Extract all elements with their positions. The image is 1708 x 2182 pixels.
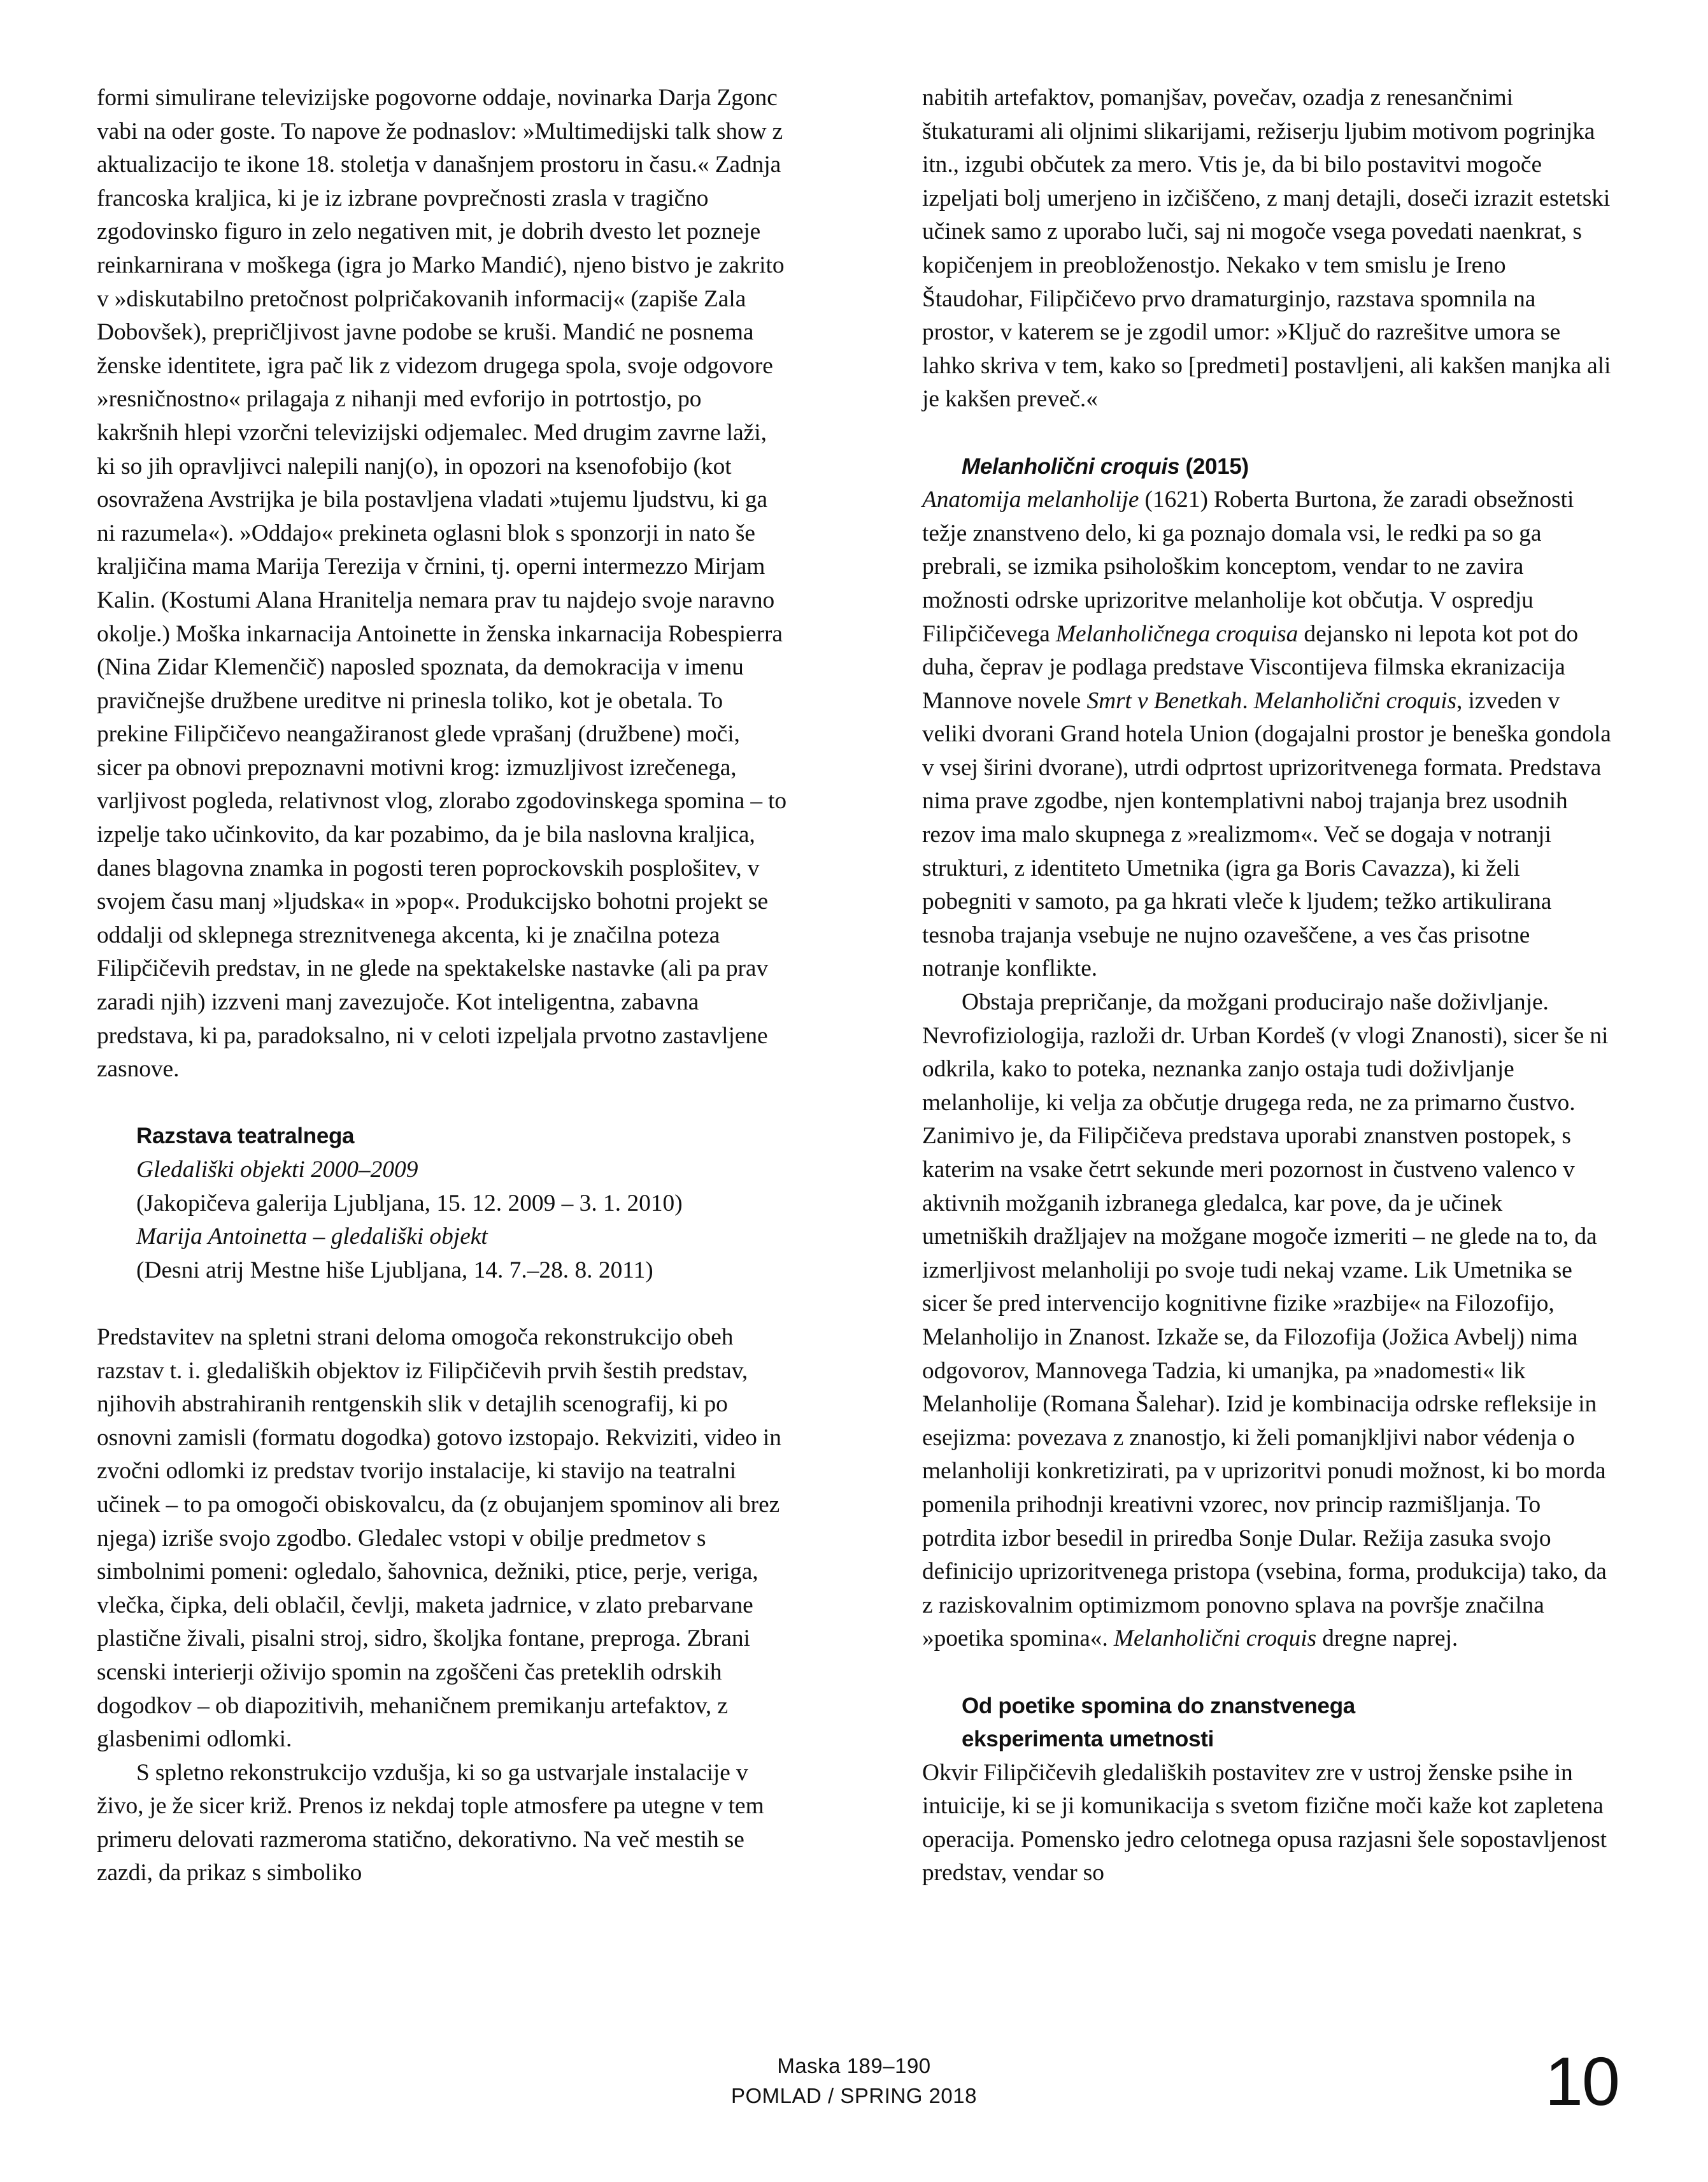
page-number: 10: [1544, 2043, 1619, 2120]
left-paragraph-3: S spletno rekonstrukcijo vzdušja, ki so ga ustvarjale instalacije v živo, je že sicer križ. Prenos iz nekdaj tople atmosfere pa utegne v tem primeru delovati razmeroma statično, dekorativno. Na več mestih se zazdi, da prikaz s simboliko: [97, 1759, 764, 1886]
section-heading-year: (2015): [1179, 453, 1249, 479]
exhibition-work-2-venue: (Desni atrij Mestne hiše Ljubljana, 14. 7.–28. 8. 2011): [136, 1257, 653, 1283]
exhibition-work-1-title: Gledališki objekti 2000–2009: [136, 1157, 418, 1183]
left-column: [97, 82, 787, 1890]
left-paragraph-1: formi simulirane televizijske pogovorne oddaje, novinarka Darja Zgonc vabi na oder goste. To napove že podnaslov: »Multimedijski talk show z aktualizacijo te ikone 18. stoletja v današnjem prostoru in času.« Zadnja francoska kraljica, ki je iz izbrane povprečnosti zrasla v tragično zgodovinsko figuro in zelo negativen mit, je dobrih dvesto let pozneje reinkarnirana v moškega (igra jo Marko Mandić), njeno bistvo je zakrito v »diskutabilno pretočnost polpričakovanih informacij« (zapiše Zala Dobovšek), prepričljivost javne podobe se kruši. Mandić ne posnema ženske identitete, igra pač lik z videzom drugega spola, svoje odgovore »resničnostno« prilagaja z nihanji med evforijo in potrtostjo, po kakršnih hlepi vzorčni televizijski odjemalec. Med drugim zavrne laži, ki so jih opravljivci nalepili nanj(o), in opozori na ksenofobijo (kot osovražena Avstrijka je bila postavljena vladati »tujemu ljudstvu, ki ga ni razumela«). »Oddajo« prekineta oglasni blok s sponzorji in nato še kraljičina mama Marija Terezija v črnini, tj. operni intermezzo Mirjam Kalin. (Kostumi Alana Hranitelja nemara prav tu najdejo svoje naravno okolje.) Moška inkarnacija Antoinette in ženska inkarnacija Robespierra (Nina Zidar Klemenčič) naposled spoznata, da demokracija v imenu pravičnejše družbene ureditve ni prinesla toliko, kot je obetala. To prekine Filipčičevo neangažiranost glede vprašanj (družbene) moči, sicer pa obnovi prepoznavni motivni krog: izmuzljivost izrečenega, varljivost pogleda, relativnost vlog, zlorabo zgodovinskega spomina – to izpelje tako učinkovito, da kar pozabimo, da je bila naslovna kraljica, danes blagovna znamka in pogosti teren poprockovskih posplošitev, v svojem času manj »ljudska« in »pop«. Produkcijsko bohotni projekt se oddalji od sklepnega streznitvenega akcenta, ki je značilna poteza Filipčičevih predstav, in ne glede na spektakelske nastavke (ali pa prav zaradi njih) izzveni manj zavezujoče. Kot inteligentna, zabavna predstava, ki pa, paradoksalno, ni v celoti izpeljala prvotno zastavljene zasnove.: [97, 85, 787, 1083]
footer-journal-issue: Maska 189–190: [777, 2054, 931, 2078]
work-title-melanholicni-croquis-2: Melanholični croquis: [1113, 1625, 1317, 1652]
exhibition-title: Razstava teatralnega: [136, 1123, 355, 1149]
run-text: Obstaja prepričanje, da možgani producirajo naše doživljanje. Nevrofiziologija, razloži dr. Urban Kordeš (v vlogi Znanosti), sicer še ni odkrila, kako to poteka, neznanka zanjo ostaja tudi doživljanje melanholije, ki velja za občutje drugega reda, ne za primarno čustvo. Zanimivo je, da Filipčičeva predstava uporabi znanstven postopek, s katerim na vsake četrt sekunde meri pozornost in čustveno valenco v aktivnih možganih izbranega gledalca, kar pove, da je učinek umetniških dražljajev na možgane mogoče izmeriti – ne glede na to, da izmerljivost melanholiji po svoje tudi nekaj vzame. Lik Umetnika se sicer še pred intervencijo kognitivne fizike »razbije« na Filozofijo, Melanholijo in Znanost. Izkaže se, da Filozofija (Jožica Avbelj) nima odgovorov, Mannovega Tadzia, ki umanjka, pa »nadomesti« lik Melanholije (Romana Šalehar). Izid je kombinacija odrske refleksije in esejizma: povezava z znanostjo, ki želi pomanjkljivi nabor védenja o melanholiji konkretizirati, pa v uprizoritvi ponudi možnost, ki bo morda pomenila prihodnji kreativni vzorec, nov princip razmišljanja. To potrdita izbor besedil in priredba Sonje Dular. Režija zasuka svojo definicijo uprizoritvenega pristopa (vsebina, forma, produkcija) tako, da z raziskovalnim optimizmom ponovno splava na površje značilna »poetika spomina«.: [922, 989, 1609, 1652]
right-column: [922, 82, 1612, 1890]
two-column-body: [97, 82, 1612, 1890]
exhibition-work-2-title: Marija Antoinetta – gledališki objekt: [136, 1223, 488, 1250]
right-paragraph-1: nabitih artefaktov, pomanjšav, povečav, ozadja z renesančnimi štukaturami ali oljnimi slikarijami, režiserju ljubim motivom pogrinjka itn., izgubi občutek za mero. Vtis je, da bi bilo postavitvi mogoče izpeljati bolj umerjeno in izčiščeno, z manj detajli, doseči izrazit estetski učinek samo z uporabo luči, saj ni mogoče vsega povedati naenkrat, s kopičenjem in preobloženostjo. Nekako v tem smislu je Ireno Štaudohar, Filipčičevo prvo dramaturginjo, razstava spomnila na prostor, v katerem se je zgodil umor: »Ključ do razrešitve umora se lahko skriva v tem, kako so [predmeti] postavljeni, ali kakšen manjka ali je kakšen preveč.«: [922, 85, 1611, 413]
right-section1-paragraph-2: [922, 986, 1612, 1656]
section-heading-line-2: eksperimenta umetnosti: [962, 1727, 1214, 1752]
book-title-anatomija: Anatomija melanholije: [922, 487, 1139, 513]
exhibition-heading-block: [97, 1120, 787, 1287]
section-heading-od-poetike-spomina: [922, 1690, 1612, 1757]
run-text: , izveden v veliki dvorani Grand hotela Union (dogajalni prostor je beneška gondola v vsej širini dvorane), utrdi odprtost uprizoritvenega formata. Predstava nima prave zgodbe, njen kontemplativni naboj trajanja brez usodnih rezov ima malo skupnega z »realizmom«. Več se dogaja v notranji strukturi, z identiteto Umetnika (igra ga Boris Cavazza), ki želi pobegniti v samoto, pa ga hkrati vleče k ljudem; težko artikulirana tesnoba trajanja vsebuje ne nujno ozaveščene, a ves čas prisotne notranje konflikte.: [922, 687, 1611, 982]
page-footer: [0, 2043, 1708, 2165]
work-title-melanholicnega-croquisa: Melanholičnega croquisa: [1055, 620, 1299, 647]
run-text: dregne naprej.: [1316, 1625, 1458, 1652]
run-text: (1621) Roberta Burtona, že zaradi obsežnosti težje znanstveno delo, ki ga poznajo domala vsi, le redki pa so ga prebrali, se izmika psihološkim konceptom, vendar to ne zavira možnosti odrske uprizoritve melanholije kot občutja. V ospredju Filipčičevega: [922, 487, 1574, 647]
section-heading-title: Melanholični croquis: [962, 453, 1180, 479]
right-section2-paragraph-1: Okvir Filipčičevih gledaliških postavitev zre v ustroj ženske psihe in intuicije, ki se ji komunikacija s svetom fizične moči kaže kot zapletena operacija. Pomensko jedro celotnega opusa razjasni šele sopostavljenost predstav, vendar so: [922, 1759, 1607, 1886]
work-title-melanholicni-croquis: Melanholični croquis: [1253, 687, 1457, 714]
footer-journal-info: [0, 2051, 1708, 2111]
footer-season-year: POMLAD / SPRING 2018: [731, 2084, 977, 2107]
spacer: [97, 1287, 787, 1321]
left-paragraph-2: Predstavitev na spletni strani deloma omogoča rekonstrukcijo obeh razstav t. i. gledaliških objektov iz Filipčičevih prvih šestih predstav, njihovih abstrahiranih rentgenskih slik v detajlih scenografij, ki po osnovni zamisli (formatu dogodka) gotovo izstopajo. Rekviziti, video in zvočni odlomki iz predstav tvorijo instalacije, ki stavijo na teatralni učinek – to pa omogoči obiskovalcu, da (z obujanjem spominov ali brez njega) izriše svojo zgodbo. Gledalec vstopi v obilje predmetov s simbolnimi pomeni: ogledalo, šahovnica, dežniki, ptice, perje, veriga, vlečka, čipka, deli oblačil, čevlji, maketa jadrnice, v zlato prebarvane plastične živali, pisalni stroj, sidro, školjka fontane, preproga. Zbrani scenski interierji oživijo spomin na zgoščeni čas preteklih odrskih dogodkov – ob diapozitivih, mehaničnem premikanju artefaktov, z glasbenimi odlomki.: [97, 1323, 781, 1753]
section-heading-melanholicni-croquis: [922, 450, 1612, 484]
right-section1-paragraph-1: [922, 483, 1612, 986]
spacer: [922, 1656, 1612, 1690]
section-heading-line-1: Od poetike spomina do znanstvenega: [962, 1693, 1355, 1718]
spacer: [922, 417, 1612, 450]
run-text: dejansko ni lepota kot pot do duha, čeprav je podlaga predstave Viscontijeva filmska ekranizacija Mannove novele: [922, 620, 1579, 714]
run-text: .: [1242, 687, 1254, 714]
exhibition-work-1-venue: (Jakopičeva galerija Ljubljana, 15. 12. 2009 – 3. 1. 2010): [136, 1190, 683, 1216]
spacer: [97, 1087, 787, 1120]
work-title-smrt-v-benetkah: Smrt v Benetkah: [1086, 687, 1242, 714]
